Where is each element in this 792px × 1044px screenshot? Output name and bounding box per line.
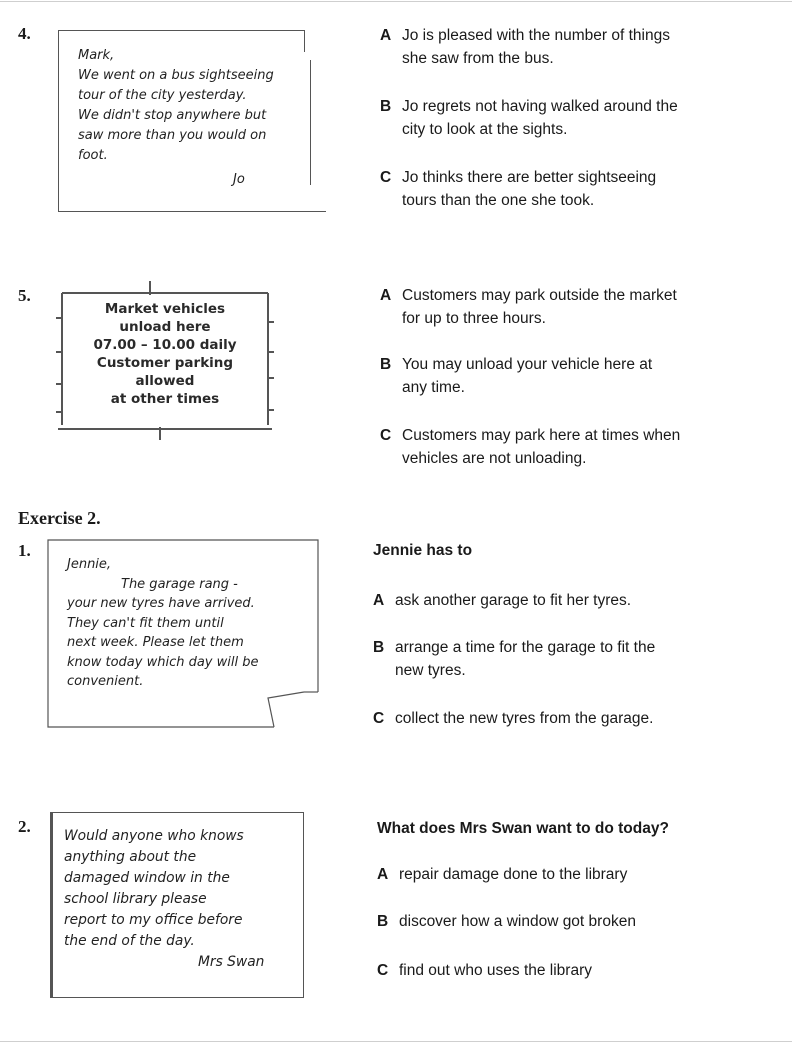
note-line: Mark,: [78, 48, 115, 63]
market-sign: [68, 300, 262, 408]
note-line: tour of the city yesterday.: [78, 88, 247, 103]
question-5-option-c[interactable]: C Customers may park here at times when vehicles are not unloading.: [380, 427, 681, 467]
note-line: the end of the day.: [64, 933, 195, 949]
note-line: foot.: [78, 148, 108, 163]
exercise-item-2-option-b[interactable]: B discover how a window got broken: [377, 913, 636, 930]
question-5-number: 5.: [18, 286, 31, 305]
note-signature: Jo: [233, 172, 245, 187]
question-4-number: 4.: [18, 24, 31, 43]
exercise-item-2-number: 2.: [18, 817, 31, 836]
exercise-item-2-option-a[interactable]: A repair damage done to the library: [377, 866, 628, 883]
exercise-item-1-stem: Jennie has to: [373, 542, 473, 559]
note-line: next week. Please let them: [67, 635, 244, 650]
question-5-option-a[interactable]: A Customers may park outside the market for up to three hours.: [380, 287, 677, 327]
exercise-item-1-number: 1.: [18, 541, 31, 560]
exercise-item-1-option-a[interactable]: A ask another garage to fit her tyres.: [373, 592, 632, 609]
note-line: We didn't stop anywhere but: [78, 108, 267, 123]
note-line: report to my office before: [64, 912, 243, 928]
question-4-option-c[interactable]: C Jo thinks there are better sightseeing tours than the one she took.: [380, 169, 657, 209]
question-5-option-b[interactable]: B You may unload your vehicle here at any time.: [380, 356, 653, 396]
sign-line: unload here: [119, 319, 211, 335]
sign-line: Customer parking: [96, 355, 234, 371]
top-rule: [0, 1, 792, 2]
exercise-item-2-option-c[interactable]: C find out who uses the library: [377, 962, 592, 979]
note-line: We went on a bus sightseeing: [78, 68, 274, 83]
note-line: know today which day will be: [67, 654, 259, 670]
mrs-swan-note: [64, 826, 294, 973]
note-line: The garage rang -: [121, 576, 238, 592]
sign-line: 07.00 – 10.00 daily: [93, 337, 237, 353]
jennie-note: [67, 555, 297, 692]
sign-line: at other times: [110, 391, 220, 407]
exercise-item-1-option-c[interactable]: C collect the new tyres from the garage.: [373, 710, 654, 727]
note-line: Would anyone who knows: [64, 828, 244, 844]
note-line: They can't fit them until: [67, 615, 224, 631]
question-4-option-b[interactable]: B Jo regrets not having walked around the city to look at the sights.: [380, 98, 678, 138]
note-line: anything about the: [64, 849, 197, 865]
sign-line: Market vehicles: [104, 301, 226, 317]
exercise-title: Exercise 2.: [18, 508, 101, 528]
note-line: school library please: [64, 891, 207, 907]
exercise-item-2-stem: What does Mrs Swan want to do today?: [377, 820, 669, 837]
note-signature: Mrs Swan: [198, 954, 265, 970]
note-line: convenient.: [67, 674, 144, 689]
note-line: saw more than you would on: [78, 128, 267, 143]
note-line: your new tyres have arrived.: [67, 596, 255, 611]
note-line: damaged window in the: [64, 870, 230, 886]
note-line: Jennie,: [67, 557, 112, 572]
question-4-note: [78, 46, 290, 190]
sign-line: allowed: [135, 373, 195, 389]
question-4-option-a[interactable]: A Jo is pleased with the number of things she saw from the bus.: [380, 27, 670, 67]
exercise-item-1-option-b[interactable]: B arrange a time for the garage to fit the new tyres.: [373, 639, 656, 679]
bottom-rule: [0, 1041, 792, 1042]
